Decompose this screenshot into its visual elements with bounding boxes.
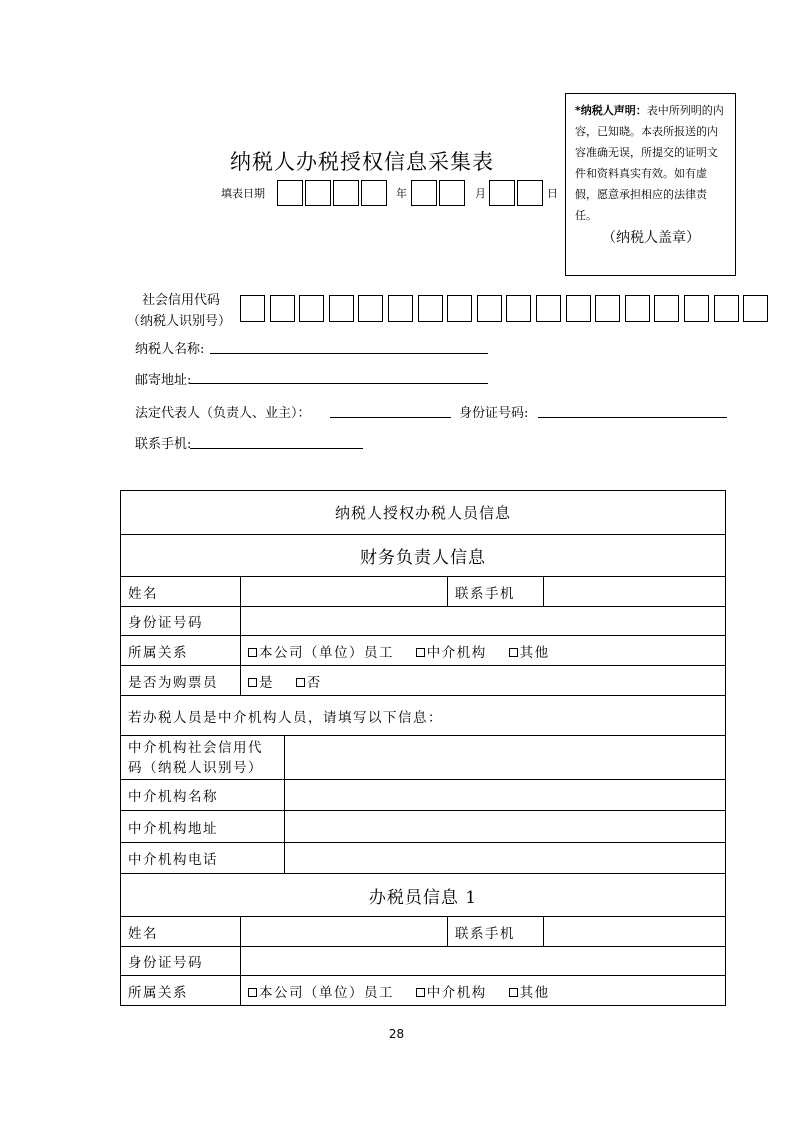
ticket-buyer-yes-label: 是 xyxy=(259,674,274,691)
credit-code-digit-box[interactable] xyxy=(388,295,413,322)
mobile-field[interactable] xyxy=(190,448,363,449)
staff1-relation-options xyxy=(241,976,726,1006)
staff1-relation-option-other-label: 其他 xyxy=(519,984,550,1001)
agency-address-field[interactable] xyxy=(285,811,726,843)
year-label: 年 xyxy=(396,187,407,200)
credit-code-digit-box[interactable] xyxy=(714,295,739,322)
staff1-relation-option-other[interactable] xyxy=(509,985,550,1001)
authorized-staff-table xyxy=(120,490,726,1006)
relation-option-agency-label: 中介机构 xyxy=(426,644,487,661)
year-digit-4-box[interactable] xyxy=(361,180,387,206)
credit-code-digit-box[interactable] xyxy=(536,295,561,322)
mailing-address-label: 邮寄地址: xyxy=(135,373,192,388)
day-label: 日 xyxy=(547,187,558,200)
checkbox-icon[interactable] xyxy=(248,678,257,687)
finance-phone-label: 联系手机 xyxy=(448,577,544,607)
finance-id-field[interactable] xyxy=(241,607,726,636)
declaration-text xyxy=(575,100,727,226)
ticket-buyer-options xyxy=(241,666,726,696)
relation-option-other-label: 其他 xyxy=(519,644,550,661)
credit-code-boxes xyxy=(240,295,768,322)
staff1-id-field[interactable] xyxy=(241,947,726,976)
mobile-label: 联系手机: xyxy=(135,437,192,452)
finance-id-label: 身份证号码 xyxy=(121,607,241,636)
credit-code-digit-box[interactable] xyxy=(506,295,531,322)
legal-representative-field[interactable] xyxy=(330,417,451,418)
id-number-label: 身份证号码: xyxy=(459,406,529,421)
finance-relation-label: 所属关系 xyxy=(121,636,241,666)
legal-representative-label: 法定代表人（负责人、业主）： xyxy=(135,406,311,421)
table-header: 纳税人授权办税人员信息 xyxy=(121,491,726,535)
finance-phone-field[interactable] xyxy=(544,577,726,607)
credit-code-digit-box[interactable] xyxy=(270,295,295,322)
day-digit-1-box[interactable] xyxy=(489,180,515,206)
staff1-relation-option-agency-label: 中介机构 xyxy=(426,984,487,1001)
staff1-phone-field[interactable] xyxy=(544,917,726,947)
date-label: 填表日期 xyxy=(221,187,265,200)
mailing-address-field[interactable] xyxy=(190,383,488,384)
credit-code-digit-box[interactable] xyxy=(299,295,324,322)
agency-code-label: 中介机构社会信用代码（纳税人识别号） xyxy=(121,736,285,780)
credit-code-digit-box[interactable] xyxy=(566,295,591,322)
credit-code-digit-box[interactable] xyxy=(240,295,265,322)
month-digit-2-box[interactable] xyxy=(439,180,465,206)
ticket-buyer-no[interactable] xyxy=(296,675,322,691)
relation-option-other[interactable] xyxy=(509,645,550,661)
relation-option-employee-label: 本公司（单位）员工 xyxy=(259,644,394,661)
taxpayer-declaration-box xyxy=(565,93,736,276)
checkbox-icon[interactable] xyxy=(416,988,425,997)
year-digit-2-box[interactable] xyxy=(305,180,331,206)
day-digit-2-box[interactable] xyxy=(517,180,543,206)
ticket-buyer-no-label: 否 xyxy=(306,674,322,691)
finance-name-field[interactable] xyxy=(241,577,448,607)
credit-code-digit-box[interactable] xyxy=(684,295,709,322)
declaration-heading: *纳税人声明： xyxy=(575,104,647,117)
agency-note: 若办税人员是中介机构人员，请填写以下信息： xyxy=(121,696,726,736)
ticket-buyer-yes[interactable] xyxy=(248,675,274,691)
finance-section-header: 财务负责人信息 xyxy=(121,535,726,577)
credit-code-digit-box[interactable] xyxy=(654,295,679,322)
staff1-phone-label: 联系手机 xyxy=(448,917,544,947)
finance-name-label: 姓名 xyxy=(121,577,241,607)
agency-phone-field[interactable] xyxy=(285,843,726,874)
taxpayer-name-field[interactable] xyxy=(210,353,488,354)
credit-code-digit-box[interactable] xyxy=(625,295,650,322)
staff1-relation-option-agency[interactable] xyxy=(416,985,487,1001)
staff1-section-header: 办税员信息 1 xyxy=(121,874,726,917)
credit-code-digit-box[interactable] xyxy=(477,295,502,322)
checkbox-icon[interactable] xyxy=(509,648,518,657)
checkbox-icon[interactable] xyxy=(248,988,257,997)
staff1-name-field[interactable] xyxy=(241,917,448,947)
staff1-name-label: 姓名 xyxy=(121,917,241,947)
form-title: 纳税人办税授权信息采集表 xyxy=(230,150,494,174)
staff1-relation-label: 所属关系 xyxy=(121,976,241,1006)
agency-name-field[interactable] xyxy=(285,780,726,811)
credit-code-digit-box[interactable] xyxy=(418,295,443,322)
declaration-body: 表中所列明的内容，已知晓。本表所报送的内容准确无误，所提交的证明文件和资料真实有效。如有虚假，愿意承担相应的法律责任。 xyxy=(575,104,724,222)
staff1-id-label: 身份证号码 xyxy=(121,947,241,976)
checkbox-icon[interactable] xyxy=(296,678,305,687)
id-number-field[interactable] xyxy=(538,417,727,418)
year-digit-3-box[interactable] xyxy=(333,180,359,206)
credit-code-digit-box[interactable] xyxy=(743,295,768,322)
finance-relation-options xyxy=(241,636,726,666)
credit-code-label-line1: 社会信用代码 xyxy=(142,293,221,308)
agency-code-field[interactable] xyxy=(285,736,726,780)
agency-phone-label: 中介机构电话 xyxy=(121,843,285,874)
checkbox-icon[interactable] xyxy=(416,648,425,657)
staff1-relation-option-employee-label: 本公司（单位）员工 xyxy=(259,984,394,1001)
year-digit-1-box[interactable] xyxy=(277,180,303,206)
credit-code-digit-box[interactable] xyxy=(358,295,383,322)
credit-code-digit-box[interactable] xyxy=(447,295,472,322)
taxpayer-name-label: 纳税人名称: xyxy=(135,342,205,357)
relation-option-employee[interactable] xyxy=(248,645,394,661)
agency-name-label: 中介机构名称 xyxy=(121,780,285,811)
checkbox-icon[interactable] xyxy=(509,988,518,997)
agency-address-label: 中介机构地址 xyxy=(121,811,285,843)
month-digit-1-box[interactable] xyxy=(411,180,437,206)
ticket-buyer-label: 是否为购票员 xyxy=(121,666,241,696)
credit-code-digit-box[interactable] xyxy=(595,295,620,322)
checkbox-icon[interactable] xyxy=(248,648,257,657)
credit-code-digit-box[interactable] xyxy=(329,295,354,322)
credit-code-label-line2: （纳税人识别号） xyxy=(127,314,232,329)
staff1-relation-option-employee[interactable] xyxy=(248,985,394,1001)
taxpayer-seal-label: （纳税人盖章） xyxy=(602,230,700,246)
month-label: 月 xyxy=(475,187,486,200)
relation-option-agency[interactable] xyxy=(416,645,487,661)
page-number: 28 xyxy=(388,1027,405,1041)
